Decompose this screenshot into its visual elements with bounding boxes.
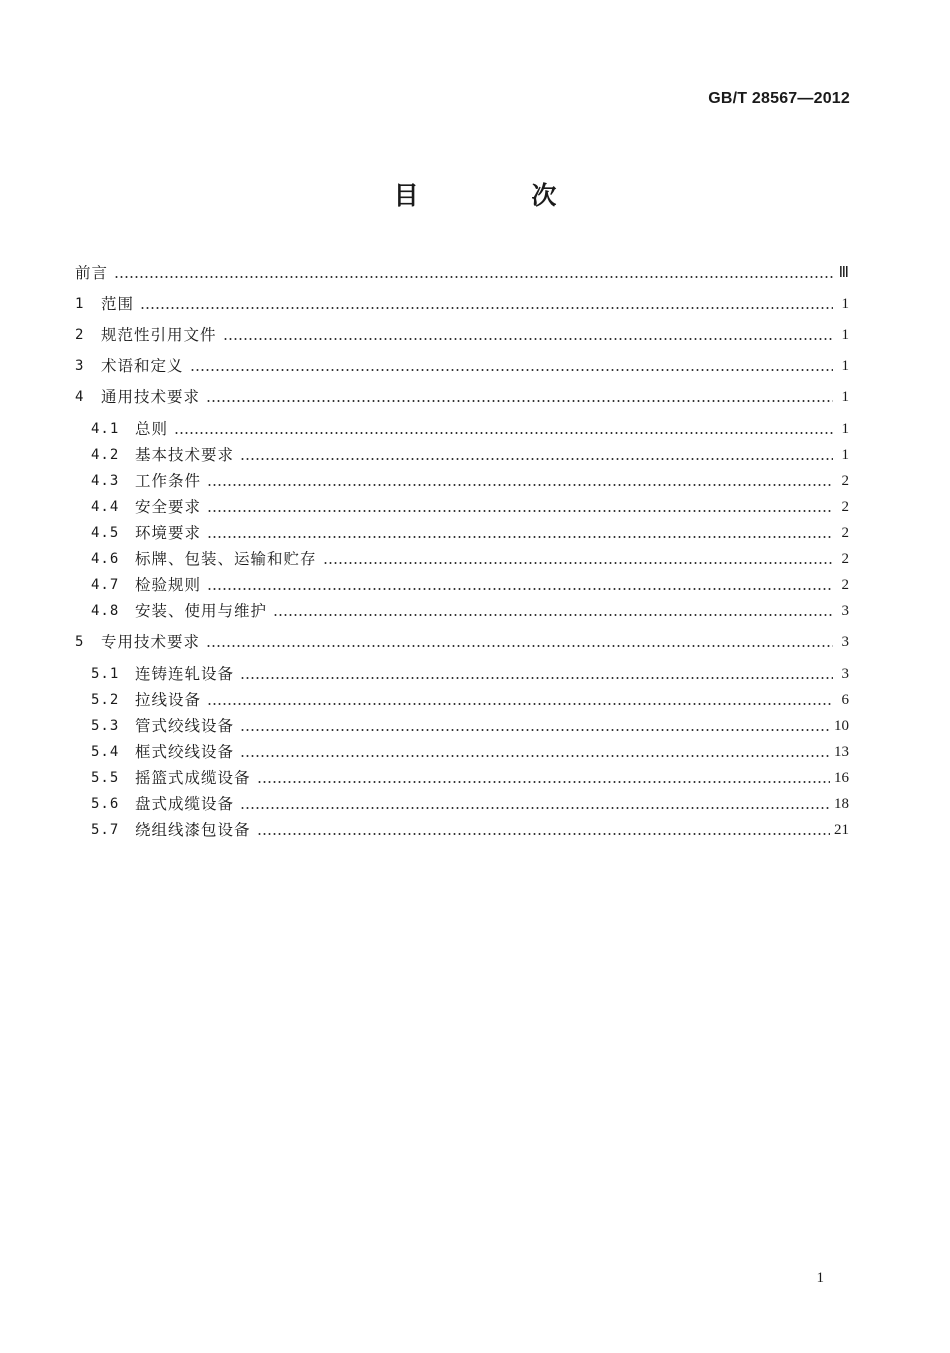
- toc-entry-page: 16: [834, 770, 849, 786]
- toc-entry[interactable]: [75, 350, 849, 376]
- toc-entry-number: 4.5: [91, 525, 120, 541]
- toc-entry-page: 1: [841, 296, 849, 312]
- toc-entry-label: 绕组线漆包设备: [135, 821, 251, 839]
- toc-entry-label: 检验规则: [135, 576, 202, 594]
- toc-entry-label: 通用技术要求: [101, 388, 201, 406]
- toc-entry-number: 4.1: [91, 421, 120, 437]
- toc-entry-label: 标牌、包装、运输和贮存: [135, 550, 317, 568]
- toc-entry[interactable]: [91, 762, 849, 788]
- toc-entry[interactable]: [75, 626, 849, 652]
- dot-leader: [273, 614, 833, 616]
- toc-entry-page: 2: [841, 525, 849, 541]
- toc-entry-label: 术语和定义: [101, 357, 184, 375]
- toc-entry-label: 安装、使用与维护: [135, 602, 268, 620]
- toc-entry-number: 4.8: [91, 603, 120, 619]
- dot-leader: [190, 369, 833, 371]
- dot-leader: [240, 755, 830, 757]
- toc-entry[interactable]: [91, 684, 849, 710]
- toc-entry-page: 2: [841, 577, 849, 593]
- toc-entry-page: 3: [841, 634, 849, 650]
- dot-leader: [240, 677, 833, 679]
- toc-entry-number: 4.3: [91, 473, 120, 489]
- toc-entry-label: 盘式成缆设备: [135, 795, 235, 813]
- toc-entry-page: 1: [841, 327, 849, 343]
- toc-entry-label: 规范性引用文件: [101, 326, 217, 344]
- toc-entry[interactable]: [91, 491, 849, 517]
- dot-leader: [223, 338, 833, 340]
- toc-entry-number: 2: [75, 327, 85, 343]
- toc-entry-number: 5.5: [91, 770, 120, 786]
- toc-entry-number: 5.6: [91, 796, 120, 812]
- toc-entry-page: 10: [834, 718, 849, 734]
- toc-entry-page: 1: [841, 358, 849, 374]
- toc-entry-label: 环境要求: [135, 524, 202, 542]
- toc-entry-page: 2: [841, 551, 849, 567]
- toc-entry-page: 1: [841, 447, 849, 463]
- toc-entry-number: 4: [75, 389, 85, 405]
- dot-leader: [257, 833, 830, 835]
- toc-entry[interactable]: [91, 658, 849, 684]
- toc-entry-number: 4.2: [91, 447, 120, 463]
- toc-entry-page: 3: [841, 666, 849, 682]
- dot-leader: [207, 536, 833, 538]
- toc-entry-label: 工作条件: [135, 472, 202, 490]
- toc-entry-label: 专用技术要求: [101, 633, 201, 651]
- toc-entry[interactable]: [75, 288, 849, 314]
- toc-entry-number: 5.7: [91, 822, 120, 838]
- toc-entry-page: Ⅲ: [838, 265, 849, 281]
- toc-entry-label: 连铸连轧设备: [135, 665, 235, 683]
- dot-leader: [140, 307, 833, 309]
- toc-entry-label: 管式绞线设备: [135, 717, 235, 735]
- toc-entry[interactable]: [91, 569, 849, 595]
- dot-leader: [240, 807, 830, 809]
- dot-leader: [114, 276, 833, 278]
- toc-entry[interactable]: [91, 736, 849, 762]
- toc-entry-number: 5.1: [91, 666, 120, 682]
- toc-entry[interactable]: [91, 439, 849, 465]
- dot-leader: [240, 729, 830, 731]
- dot-leader: [207, 484, 833, 486]
- toc-entry[interactable]: [91, 517, 849, 543]
- toc-entry-number: 5: [75, 634, 85, 650]
- toc-entry-page: 1: [841, 421, 849, 437]
- toc-entry-label: 总则: [135, 420, 169, 438]
- toc-entry-number: 3: [75, 358, 85, 374]
- dot-leader: [206, 400, 833, 402]
- toc-entry-number: 5.2: [91, 692, 120, 708]
- toc-entry[interactable]: [75, 381, 849, 407]
- toc-entry[interactable]: [75, 319, 849, 345]
- standard-code: GB/T 28567—2012: [708, 90, 850, 107]
- toc-entry-label: 拉线设备: [135, 691, 202, 709]
- toc-entry[interactable]: [91, 814, 849, 840]
- dot-leader: [207, 510, 833, 512]
- toc-entry-page: 21: [834, 822, 849, 838]
- toc-entry[interactable]: [91, 543, 849, 569]
- toc-entry-number: 4.7: [91, 577, 120, 593]
- toc-entry-number: 5.4: [91, 744, 120, 760]
- dot-leader: [323, 562, 833, 564]
- toc-entry-page: 2: [841, 473, 849, 489]
- dot-leader: [206, 645, 833, 647]
- toc-entry[interactable]: [91, 710, 849, 736]
- dot-leader: [207, 703, 833, 705]
- toc-entry-page: 6: [841, 692, 849, 708]
- toc-entry-label: 基本技术要求: [135, 446, 235, 464]
- toc-entry-number: 4.6: [91, 551, 120, 567]
- toc-entry-number: 4.4: [91, 499, 120, 515]
- toc-entry[interactable]: [91, 788, 849, 814]
- toc-entry-number: 5.3: [91, 718, 120, 734]
- toc-entry-label: 前言: [75, 264, 109, 282]
- dot-leader: [207, 588, 833, 590]
- toc-entry[interactable]: [91, 595, 849, 621]
- dot-leader: [174, 432, 833, 434]
- dot-leader: [240, 458, 833, 460]
- toc-entry[interactable]: [75, 257, 849, 283]
- toc-entry[interactable]: [91, 413, 849, 439]
- toc-entry-page: 18: [834, 796, 849, 812]
- toc-entry-label: 框式绞线设备: [135, 743, 235, 761]
- page-title: 目 次: [393, 181, 609, 210]
- toc-entry-label: 摇篮式成缆设备: [135, 769, 251, 787]
- dot-leader: [257, 781, 830, 783]
- toc-entry-page: 3: [841, 603, 849, 619]
- toc-entry-label: 安全要求: [135, 498, 202, 516]
- toc-entry-label: 范围: [101, 295, 135, 313]
- toc-entry-page: 13: [834, 744, 849, 760]
- toc-entry-page: 2: [841, 499, 849, 515]
- toc-entry[interactable]: [91, 465, 849, 491]
- toc-entry-number: 1: [75, 296, 85, 312]
- toc-entry-page: 1: [841, 389, 849, 405]
- footer-page-number: 1: [816, 1270, 824, 1286]
